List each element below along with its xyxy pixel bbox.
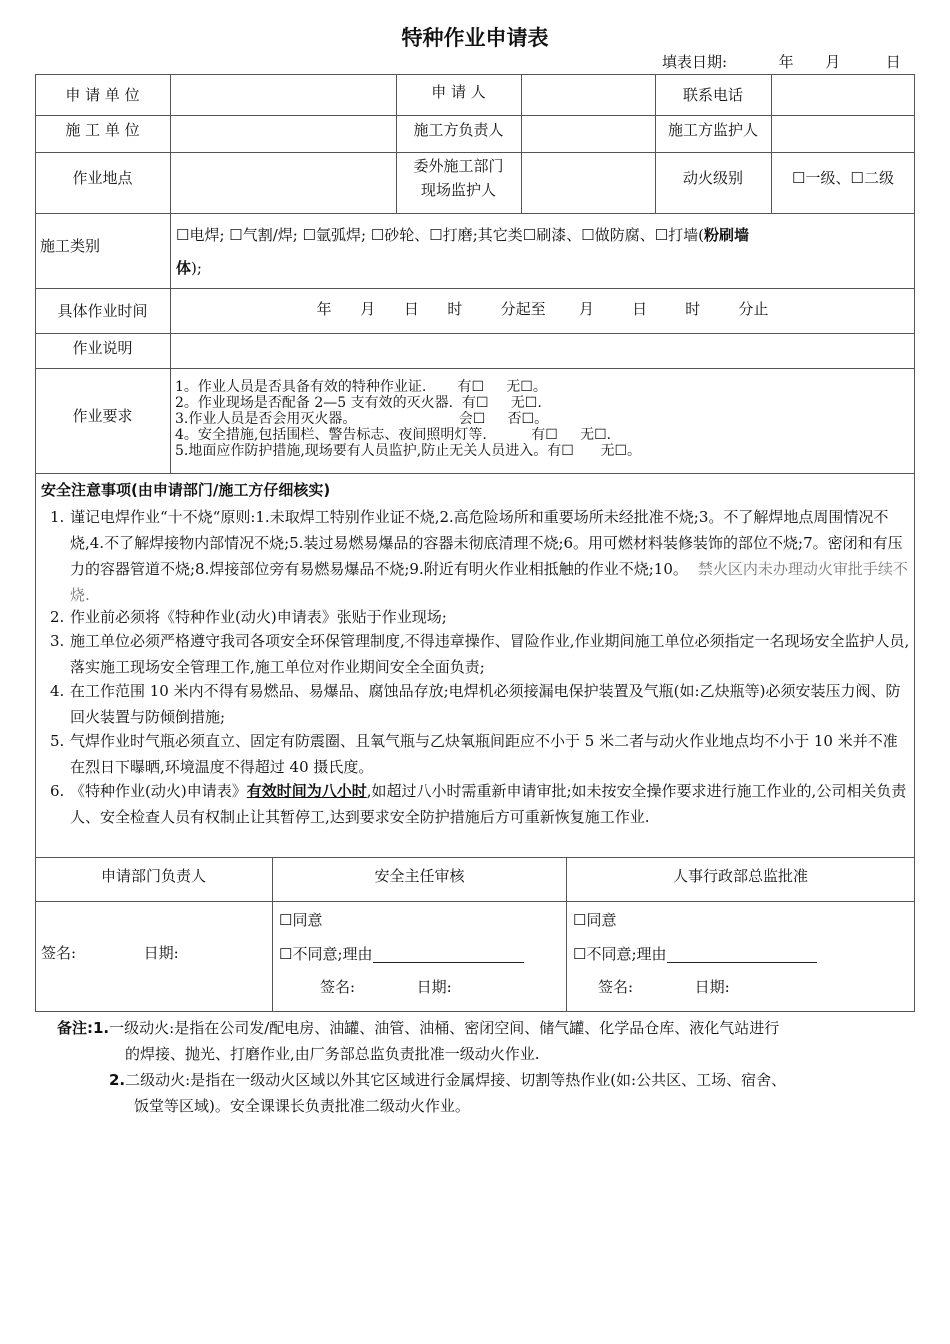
safety-agree-option[interactable]: ☐同意 xyxy=(279,911,323,929)
note-text: 饭堂等区域)。安全课课长负责批准二级动火作业。 xyxy=(134,1097,470,1115)
safety-item-num: 3. xyxy=(50,632,65,650)
hr-approve-label: 人事行政部总监批准 xyxy=(672,867,808,885)
dept-head-sign[interactable] xyxy=(41,942,179,963)
work-req-item: 5.地面应作防护措施,现场要有人员监护,防止无关人员进入。有☐ 无☐。 xyxy=(175,443,642,459)
construction-leader-field[interactable] xyxy=(522,116,655,152)
fill-date xyxy=(662,51,901,72)
safety-item-2 xyxy=(50,604,912,630)
fill-date-month: 月 xyxy=(825,53,841,71)
construction-monitor-label: 施工方监护人 xyxy=(667,121,758,139)
construction-type-text-a: ☐电焊; ☐气割/焊; ☐氩弧焊; ☐砂轮、☐打磨;其它类☐刷漆、☐做防腐、☐打墙( xyxy=(176,226,705,244)
work-time-field[interactable]: 年 月 日 时 分起至 月 日 时 分止 xyxy=(316,300,769,318)
work-req-item: 1。作业人员是否具备有效的特种作业证. 有☐ 无☐。 xyxy=(175,379,547,395)
safety-item-num: 6. xyxy=(50,782,65,800)
location-field[interactable] xyxy=(171,153,396,213)
note-text: 二级动火:是指在一级动火区域以外其它区域进行金属焊接、切割等热作业(如:公共区、工场、宿舍、 xyxy=(125,1071,787,1089)
safety-item-bold-text: 有效时间为八小时 xyxy=(246,782,367,800)
safety-item-num: 1. xyxy=(50,508,65,526)
safety-item-3 xyxy=(50,628,912,680)
sign-label: 签名: xyxy=(320,978,356,996)
construction-type-text-b: ); xyxy=(191,259,202,277)
disagree-label: ☐不同意;理由 xyxy=(279,945,373,963)
safety-item-6 xyxy=(50,778,912,830)
outsourced-dept-field[interactable] xyxy=(522,153,655,213)
construction-leader-label: 施工方负责人 xyxy=(413,121,504,139)
safety-disagree-option[interactable] xyxy=(279,943,524,964)
safety-item-5 xyxy=(50,728,912,780)
dept-head-label: 申请部门负责人 xyxy=(100,867,206,885)
safety-sign[interactable] xyxy=(320,976,452,997)
location-label: 作业地点 xyxy=(72,168,133,187)
construction-unit-field[interactable] xyxy=(171,116,396,152)
safety-item-num: 2. xyxy=(50,608,65,626)
notes xyxy=(57,1015,786,1119)
note-text: 的焊接、抛光、打磨作业,由厂务部总监负责批准一级动火作业. xyxy=(125,1045,540,1063)
safety-item-num: 4. xyxy=(50,682,65,700)
safety-item-text: 施工单位必须严格遵守我司各项安全环保管理制度,不得违章操作、冒险作业,作业期间施工单位必须指定一名现场安全监护人员,落实施工现场安全管理工作,施工单位对作业期间安全全面负责; xyxy=(70,632,910,676)
disagree-label: ☐不同意;理由 xyxy=(573,945,667,963)
applicant-field[interactable] xyxy=(522,75,655,115)
outsourced-dept-label xyxy=(396,152,521,203)
fill-date-label: 填表日期: xyxy=(662,53,728,71)
reason-line[interactable] xyxy=(373,948,524,963)
phone-label: 联系电话 xyxy=(682,85,743,104)
notes-label: 备注: xyxy=(57,1019,93,1037)
work-desc-field[interactable] xyxy=(171,334,914,368)
safety-item-text: ,如超过八小时需重新申请审批;如未按安全操作要求进行施工作业的,公司相关负责人、安全检查人员有权制止让其暂停工,达到要求安全防护措施后方可重新恢复施工作业. xyxy=(70,782,907,826)
note-text: 一级动火:是指在公司发/配电房、油罐、油管、油桶、密闭空间、储气罐、化学品仓库、液化气站进行 xyxy=(109,1019,780,1037)
construction-type-options[interactable] xyxy=(176,219,910,285)
safety-review-label: 安全主任审核 xyxy=(374,867,465,885)
construction-monitor-field[interactable] xyxy=(772,116,914,152)
construction-type-label: 施工类别 xyxy=(40,237,101,255)
work-req-item: 2。作业现场是否配备 2—5 支有效的灭火器. 有☐ 无☐. xyxy=(175,395,542,411)
safety-item-text: 《特种作业(动火)申请表》 xyxy=(70,782,247,800)
work-desc-label: 作业说明 xyxy=(72,339,133,357)
construction-type-bold: 粉刷墙 xyxy=(704,226,750,244)
safety-item-1 xyxy=(50,504,912,608)
fire-level-options[interactable]: ☐一级、☐二级 xyxy=(792,168,894,187)
safety-title: 安全注意事项(由申请部门/施工方仔细核实) xyxy=(41,481,331,499)
phone-field[interactable] xyxy=(772,75,914,115)
apply-unit-field[interactable] xyxy=(171,75,396,115)
safety-item-num: 5. xyxy=(50,732,65,750)
note-num: 1. xyxy=(93,1019,110,1037)
construction-unit-label: 施 工 单 位 xyxy=(65,121,140,139)
hr-agree-option[interactable]: ☐同意 xyxy=(573,911,617,929)
construction-type-bold-2: 体 xyxy=(176,259,192,277)
date-label: 日期: xyxy=(694,978,730,996)
work-req-item: 4。安全措施,包括围栏、警告标志、夜间照明灯等. 有☐ 无☐. xyxy=(175,427,612,443)
work-req-list xyxy=(175,379,641,459)
note-num: 2. xyxy=(109,1071,126,1089)
fire-level-label: 动火级别 xyxy=(682,168,743,187)
date-label: 日期: xyxy=(416,978,452,996)
applicant-label: 申 请 人 xyxy=(431,82,486,101)
safety-item-text: 作业前必须将《特种作业(动火)申请表》张贴于作业现场; xyxy=(70,608,447,626)
date-label: 日期: xyxy=(143,944,179,962)
safety-item-text: 谨记电焊作业“十不烧“原则:1.未取焊工特别作业证不烧,2.高危险场所和重要场所未经批准不烧;3。不了解焊地点周围情况不烧,4.不了解焊接物内部情况不烧;5.装过易燃易爆品的容器未彻底清理不烧;6。用可燃材料装修装饰的部位不烧;7。密闭和有压力的容器管道不烧;8.焊接部位旁有易燃易爆品不烧;9.附近有明火作业相抵触的作业不烧;10。 xyxy=(70,508,903,578)
outsourced-dept-line1: 委外施工部门 xyxy=(413,156,504,175)
work-time-label: 具体作业时间 xyxy=(57,302,148,320)
outsourced-dept-line2: 现场监护人 xyxy=(420,180,496,199)
fill-date-day: 日 xyxy=(885,53,901,71)
sign-label: 签名: xyxy=(598,978,634,996)
work-req-item: 3.作业人员是否会用灭火器。 会☐ 否☐。 xyxy=(175,411,549,427)
form-title: 特种作业申请表 xyxy=(401,26,549,50)
safety-item-text: 在工作范围 10 米内不得有易燃品、易爆品、腐蚀品存放;电焊机必须接漏电保护装置及气瓶(如:乙炔瓶等)必须安装压力阀、防回火装置与防倾倒措施; xyxy=(70,682,901,726)
apply-unit-label: 申 请 单 位 xyxy=(65,85,140,104)
sign-label: 签名: xyxy=(41,944,77,962)
safety-item-gray-text: 禁火区内未办理动火审批手续不烧. xyxy=(70,560,908,604)
safety-item-text: 气焊作业时气瓶必须直立、固定有防震圈、且氧气瓶与乙炔氧瓶间距应不小于 5 米二者与动火作业地点均不小于 10 米并不准在烈日下曝晒,环境温度不得超过 40 摄氏度。 xyxy=(70,732,898,776)
fill-date-year: 年 xyxy=(778,53,794,71)
hr-sign[interactable] xyxy=(598,976,730,997)
safety-item-4 xyxy=(50,678,912,730)
work-req-label: 作业要求 xyxy=(72,406,133,425)
hr-disagree-option[interactable] xyxy=(573,943,817,964)
reason-line[interactable] xyxy=(667,948,817,963)
